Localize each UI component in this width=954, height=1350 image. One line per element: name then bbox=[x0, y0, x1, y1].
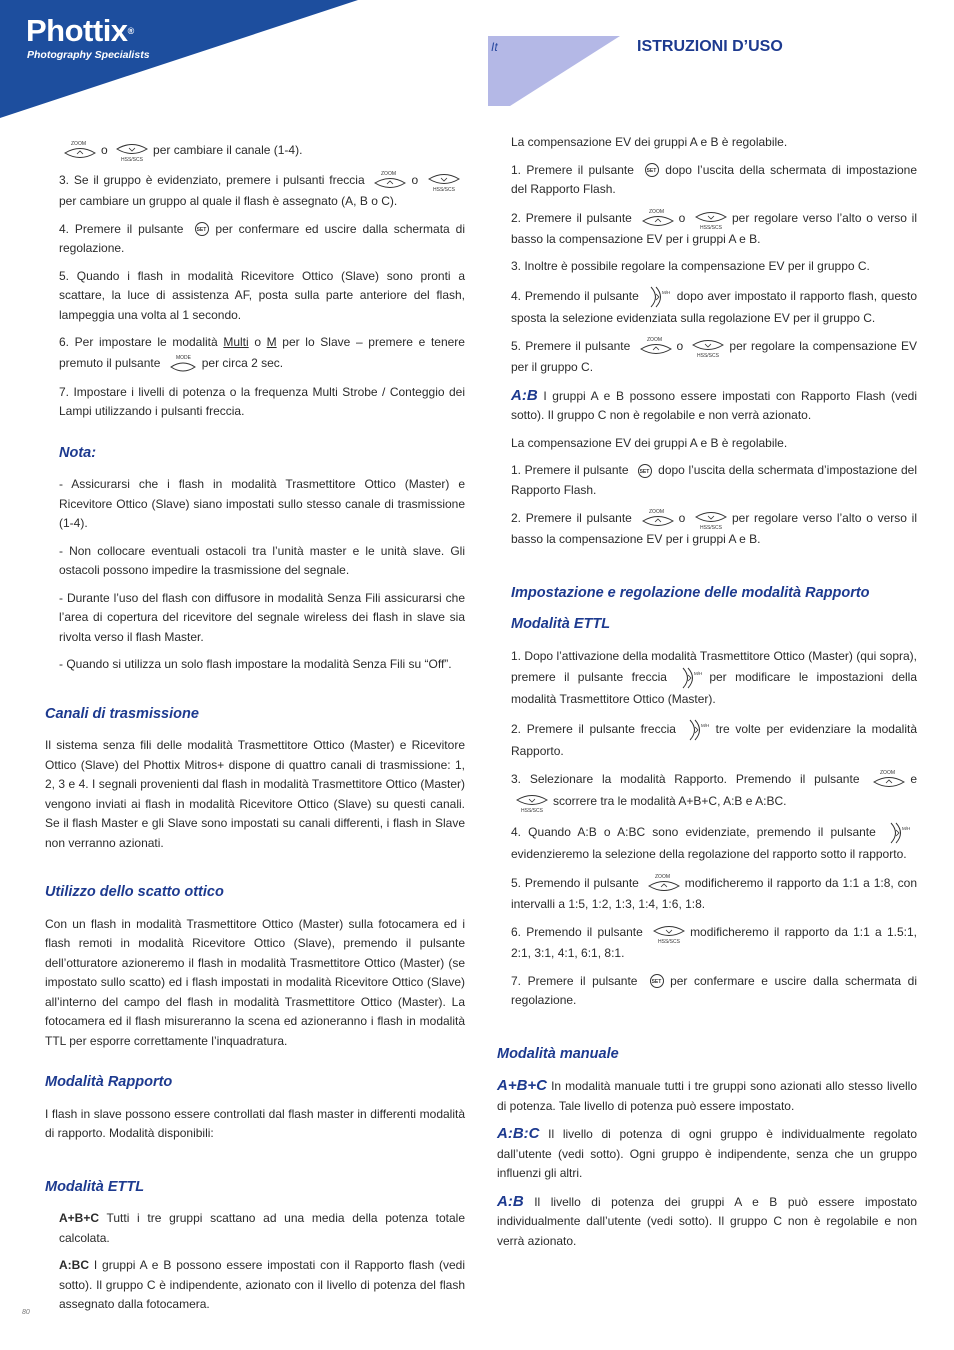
zoom-up-button-icon bbox=[639, 336, 673, 358]
paragraph: A:B I gruppi A e B possono essere impostati con Rapporto Flash (vedi sotto). Il gruppo C non è regolabile e non verrà azionato. bbox=[511, 386, 917, 422]
set-button-icon bbox=[648, 974, 666, 988]
svg-text:M/H: M/H bbox=[661, 289, 670, 295]
down-hss-button-icon bbox=[694, 208, 728, 230]
down-hss-button-icon bbox=[691, 336, 725, 358]
svg-text:M/H: M/H bbox=[700, 722, 709, 728]
paragraph: 1. Premere il pulsante SET dopo l’uscita della schermata di impostazione del Rapporto Flash. bbox=[511, 162, 917, 196]
svg-text:ZOOM: ZOOM bbox=[646, 337, 662, 343]
brand-tagline: Photography Specialists bbox=[27, 49, 150, 61]
paragraph: A+B+C Tutti i tre gruppi scattano ad una media della potenza totale calcolata. bbox=[59, 1211, 465, 1245]
down-hss-button-icon bbox=[427, 170, 461, 192]
paragraph: A:B:C Il livello di potenza di ogni gruppo è individualmente regolato dall’utente (vedi sotto). Ogni gruppo è indipendente, senza che un gruppo influenzi gli altri. bbox=[497, 1125, 917, 1180]
paragraph: La compensazione EV dei gruppi A e B è regolabile. bbox=[511, 135, 788, 149]
svg-text:ZOOM: ZOOM bbox=[648, 509, 664, 515]
svg-text:M/H: M/H bbox=[902, 826, 911, 831]
svg-text:ZOOM: ZOOM bbox=[880, 770, 896, 776]
svg-text:HSS/SCS: HSS/SCS bbox=[121, 157, 143, 162]
brand-logo: Phottix® bbox=[26, 13, 134, 48]
svg-text:SET: SET bbox=[651, 979, 662, 986]
paragraph: Il sistema senza fili delle modalità Trasmettitore Ottico (Master) e Ricevitore Ottico (Slave) del Phottix Mitros+ dispone di quattro canali di trasmissione: 1, 2, 3 e 4. I segnali provenienti dal flash in modalità Trasmettitore Ottico (Master) vengono inviati ai flash in modalità Ricevitore Ottico (Slave) su questi canali. Se il flash Master e gli Slave sono impostati su canali differenti, i flash in Slave non verranno azionati. bbox=[45, 738, 465, 850]
paragraph: La compensazione EV dei gruppi A e B è regolabile. bbox=[511, 435, 788, 450]
section-heading: Modalità manuale bbox=[497, 1045, 619, 1062]
svg-text:HSS/SCS: HSS/SCS bbox=[699, 525, 722, 530]
svg-text:HSS/SCS: HSS/SCS bbox=[697, 353, 720, 358]
section-heading: Modalità ETTL bbox=[45, 1178, 145, 1195]
paragraph: 2. Premere il pulsante ZOOM o HSS/SCS per regolare verso l’alto o verso il basso la compensazione EV per i gruppi A e B. bbox=[511, 208, 917, 246]
zoom-up-button-icon bbox=[872, 769, 906, 791]
section-heading: Utilizzo dello scatto ottico bbox=[45, 884, 224, 900]
section-heading: Modalità Rapporto bbox=[45, 1074, 173, 1090]
set-button-icon bbox=[193, 222, 211, 236]
svg-text:ZOOM: ZOOM bbox=[381, 171, 397, 177]
down-hss-button-icon bbox=[694, 508, 728, 530]
paragraph: 2. Premere il pulsante freccia M/H tre volte per evidenziare la modalità Rapporto. bbox=[497, 718, 917, 762]
paragraph: 1. Premere il pulsante SET dopo l’uscita della schermata d’impostazione del Rapporto Flash. bbox=[511, 463, 917, 497]
svg-text:ZOOM: ZOOM bbox=[71, 141, 86, 147]
note-item: - Assicurarsi che i flash in modalità Trasmettitore Ottico (Master) e Ricevitore Ottico (Slave) siano impostati sullo stesso canale di trasmissione (1-4). bbox=[59, 477, 465, 530]
paragraph: A:BC I gruppi A e B possono essere impostati con il Rapporto flash (vedi sotto). Il gruppo C è indipendente, azionato con il livello di potenza del flash assegnato dalla fotocamera. bbox=[59, 1258, 465, 1311]
paragraph: 5. Quando i flash in modalità Ricevitore Ottico (Slave) sono pronti a scattare, la luce di assistenza AF, posta sulla parte anteriore del flash, lampeggia una volta al 1 secondo. bbox=[59, 268, 465, 322]
paragraph: 3. Selezionare la modalità Rapporto. Premendo il pulsante ZOOM e HSS/SCS scorrere tra le modalità A+B+C, A:B e A:BC. bbox=[511, 770, 917, 813]
note-item: - Quando si utilizza un solo flash impostare la modalità Senza Fili su “Off”. bbox=[59, 657, 452, 671]
svg-text:HSS/SCS: HSS/SCS bbox=[658, 939, 681, 944]
svg-text:HSS/SCS: HSS/SCS bbox=[433, 187, 455, 192]
set-button-icon bbox=[636, 464, 654, 478]
section-heading: Modalità ETTL bbox=[511, 616, 611, 632]
language-label: It bbox=[491, 40, 498, 54]
svg-text:ZOOM: ZOOM bbox=[654, 873, 670, 880]
right-arrow-button-icon bbox=[887, 821, 913, 845]
paragraph: 4. Quando A:B o A:BC sono evidenziate, premendo il pulsante M/H evidenzieremo la selezione della regolazione del rapporto sotto il rapporto. bbox=[497, 821, 917, 865]
paragraph: 7. Premere il pulsante SET per confermare e uscire dalla schermata di regolazione. bbox=[511, 973, 918, 1007]
paragraph: 5. Premendo il pulsante ZOOM modificheremo il rapporto da 1:1 a 1:8, con intervalli a 1:5, 1:2, 1:3, 1:4, 1:6, 1:8. bbox=[511, 873, 917, 911]
paragraph: 3. Se il gruppo è evidenziato, premere i pulsanti freccia ZOOM o HSS/SCS per cambiare un gruppo al quale il flash è assegnato (A, B o C). bbox=[45, 170, 465, 212]
header-banner bbox=[0, 0, 954, 130]
paragraph: 1. Dopo l’attivazione della modalità Trasmettitore Ottico (Master) (qui sopra), premere il pulsante freccia M/H per modificare le impostazioni della modalità Trasmettitore Ottico (Master). bbox=[511, 648, 917, 706]
zoom-up-button-icon bbox=[63, 140, 97, 162]
note-item: - Durante l’uso del flash con diffusore in modalità Senza Fili assicurarsi che l’area di copertura del ricevitore del segnale wireless dei flash in slave sia rivolta verso il flash Master. bbox=[59, 590, 465, 644]
paragraph: 4. Premendo il pulsante M/H dopo aver impostato il rapporto flash, questo sposta la selezione evidenziata sulla regolazione EV per il gruppo C. bbox=[497, 285, 917, 329]
right-arrow-button-icon bbox=[679, 666, 705, 690]
mode-button-icon bbox=[168, 353, 198, 375]
down-hss-button-icon bbox=[115, 140, 149, 162]
set-button-icon bbox=[643, 163, 661, 177]
zoom-up-button-icon bbox=[373, 170, 407, 192]
svg-text:SET: SET bbox=[639, 468, 650, 475]
zoom-up-button-icon bbox=[641, 208, 675, 230]
right-column bbox=[497, 133, 917, 1259]
svg-text:SET: SET bbox=[196, 227, 207, 234]
section-heading: Impostazione e regolazione delle modalità Rapporto bbox=[511, 584, 870, 601]
paragraph: A+B+C In modalità manuale tutti i tre gruppi sono azionati allo stesso livello di potenza. Tale livello di potenza può essere impostato. bbox=[497, 1077, 917, 1113]
left-column bbox=[45, 140, 465, 1323]
svg-text:MODE: MODE bbox=[175, 354, 191, 361]
paragraph: A:B Il livello di potenza dei gruppi A e B può essere impostato individualmente dall’utente (vedi sotto). Il gruppo C non è regolabile e non verrà azionato. bbox=[497, 1192, 917, 1248]
paragraph: I flash in slave possono essere controllati dal flash master in differenti modalità di rapporto. Modalità disponibili: bbox=[45, 1106, 465, 1140]
paragraph: 4. Premere il pulsante SET per confermare ed uscire dalla schermata di regolazione. bbox=[59, 221, 465, 255]
svg-text:SET: SET bbox=[646, 168, 657, 175]
right-arrow-button-icon bbox=[686, 718, 712, 742]
paragraph: 3. Inoltre è possibile regolare la compensazione EV per il gruppo C. bbox=[511, 259, 870, 273]
right-arrow-button-icon bbox=[647, 285, 673, 309]
paragraph: 6. Premendo il pulsante HSS/SCS modificheremo il rapporto da 1:1 a 1.5:1, 2:1, 3:1, 4:1, 6:1, 8:1. bbox=[497, 922, 917, 964]
paragraph: 2. Premere il pulsante ZOOM o HSS/SCS per regolare verso l’alto o verso il basso la compensazione EV per i gruppi A e B. bbox=[511, 509, 917, 546]
down-hss-button-icon bbox=[515, 791, 549, 813]
zoom-up-button-icon bbox=[647, 873, 681, 895]
page-title: ISTRUZIONI D’USO bbox=[637, 38, 783, 55]
paragraph: 5. Premere il pulsante ZOOM o HSS/SCS per regolare la compensazione EV per il gruppo C. bbox=[511, 337, 917, 374]
paragraph: Con un flash in modalità Trasmettitore Ottico (Master) sulla fotocamera ed i flash remoti in modalità Ricevitore Ottico (Slave), premendo il pulsante dell’otturatore azioneremo il flash in modalità Trasmettitore Ottico (Master) (se impostato sullo scatto) ed i flash impostati in modalità Ricevitore Ottico (Slave) all’interno del campo del flash in modalità Trasmettitore Ottico (Master). La fotocamera ed il flash misureranno la scena ed azioneranno i flash in modalità TTL per esporre correttamente l’inquadratura. bbox=[45, 916, 465, 1048]
down-hss-button-icon bbox=[652, 922, 686, 944]
paragraph: 7. Impostare i livelli di potenza o la frequenza Multi Strobe / Conteggio dei Lampi utilizzando i pulsanti freccia. bbox=[59, 384, 465, 418]
svg-text:HSS/SCS: HSS/SCS bbox=[699, 224, 722, 230]
paragraph: ZOOM o HSS/SCS per cambiare il canale (1-4). bbox=[45, 140, 465, 162]
svg-text:ZOOM: ZOOM bbox=[648, 208, 664, 215]
paragraph: 6. Per impostare le modalità Multi o M per lo Slave – premere e tenere premuto il pulsante MODE per circa 2 sec. bbox=[45, 333, 465, 375]
page-number: 80 bbox=[22, 1309, 30, 1316]
svg-text:M/H: M/H bbox=[694, 671, 703, 676]
section-heading: Canali di trasmissione bbox=[45, 705, 199, 722]
zoom-up-button-icon bbox=[641, 508, 675, 530]
note-item: - Non collocare eventuali ostacoli tra l’unità master e le unità slave. Gli ostacoli possono impedire la trasmissione del segnale. bbox=[59, 543, 465, 577]
section-heading: Nota: bbox=[59, 444, 97, 461]
svg-text:HSS/SCS: HSS/SCS bbox=[521, 808, 543, 813]
